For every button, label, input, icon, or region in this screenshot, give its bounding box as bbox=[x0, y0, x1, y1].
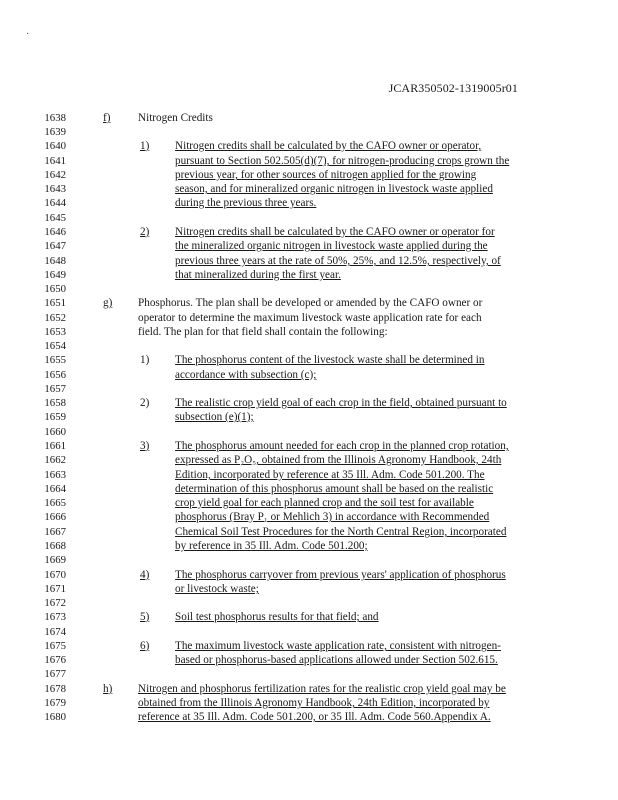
item-marker: 4) bbox=[140, 569, 150, 581]
line-number: 1656 bbox=[44, 369, 66, 381]
text-line: pursuant to Section 502.505(d)(7), for nitrogen-producing crops grown the bbox=[175, 155, 510, 167]
item-marker: 1) bbox=[140, 354, 150, 366]
line-number: 1675 bbox=[44, 640, 66, 652]
line-number: 1653 bbox=[44, 326, 66, 338]
line-number: 1648 bbox=[44, 255, 66, 267]
text-line: operator to determine the maximum livestock waste application rate for each bbox=[138, 312, 482, 324]
line-number: 1658 bbox=[44, 397, 66, 409]
text-line: expressed as P₂O₅, obtained from the Illinois Agronomy Handbook, 24th bbox=[175, 454, 502, 466]
corner-mark: · bbox=[26, 29, 30, 40]
text-line: The phosphorus amount needed for each crop in the planned crop rotation, bbox=[175, 440, 509, 452]
line-number: 1680 bbox=[44, 711, 66, 723]
line-number: 1676 bbox=[44, 654, 66, 666]
text-line: subsection (e)(1); bbox=[175, 411, 254, 423]
text-line: phosphorus (Bray P₁ or Mehlich 3) in accordance with Recommended bbox=[175, 511, 490, 523]
line-number: 1666 bbox=[44, 511, 66, 523]
text-line: Edition, incorporated by reference at 35 Ill. Adm. Code 501.200. The bbox=[175, 469, 485, 481]
line-number: 1664 bbox=[44, 483, 66, 495]
line-number: 1641 bbox=[44, 155, 66, 167]
line-number: 1669 bbox=[44, 554, 66, 566]
text-line: that mineralized during the first year. bbox=[175, 269, 341, 281]
line-number: 1662 bbox=[44, 454, 66, 466]
text-line: reference at 35 Ill. Adm. Code 501.200, or 35 Ill. Adm. Code 560.Appendix A. bbox=[138, 711, 491, 723]
line-number: 1650 bbox=[44, 283, 66, 295]
text-line: Soil test phosphorus results for that field; and bbox=[175, 611, 379, 623]
line-number: 1661 bbox=[44, 440, 66, 452]
text-line: field. The plan for that field shall contain the following: bbox=[138, 326, 388, 338]
text-line: Phosphorus. The plan shall be developed or amended by the CAFO owner or bbox=[138, 297, 483, 309]
text-line: or livestock waste; bbox=[175, 583, 259, 595]
text-line: Chemical Soil Test Procedures for the North Central Region, incorporated bbox=[175, 526, 507, 538]
line-number: 1644 bbox=[44, 197, 66, 209]
text-line: The maximum livestock waste application rate, consistent with nitrogen- bbox=[175, 640, 501, 652]
line-number: 1651 bbox=[44, 297, 66, 309]
line-number: 1678 bbox=[44, 683, 66, 695]
line-number: 1668 bbox=[44, 540, 66, 552]
line-number: 1671 bbox=[44, 583, 66, 595]
line-number: 1670 bbox=[44, 569, 66, 581]
item-marker: 2) bbox=[140, 397, 150, 409]
text-line: previous three years at the rate of 50%, 25%, and 12.5%, respectively, of bbox=[175, 255, 501, 267]
line-number: 1663 bbox=[44, 469, 66, 481]
line-number: 1659 bbox=[44, 411, 66, 423]
text-line: obtained from the Illinois Agronomy Handbook, 24th Edition, incorporated by bbox=[138, 697, 490, 709]
line-number: 1674 bbox=[44, 626, 66, 638]
line-number: 1655 bbox=[44, 354, 66, 366]
line-number: 1667 bbox=[44, 526, 66, 538]
line-number: 1640 bbox=[44, 140, 66, 152]
item-marker: 5) bbox=[140, 611, 150, 623]
text-line: by reference in 35 Ill. Adm. Code 501.200; bbox=[175, 540, 368, 552]
text-line: crop yield goal for each planned crop and the soil test for available bbox=[175, 497, 474, 509]
text-line: during the previous three years. bbox=[175, 197, 317, 209]
text-line: Nitrogen and phosphorus fertilization rates for the realistic crop yield goal may be bbox=[138, 683, 506, 695]
line-number: 1645 bbox=[44, 212, 66, 224]
line-number: 1679 bbox=[44, 697, 66, 709]
text-line: Nitrogen credits shall be calculated by the CAFO owner or operator for bbox=[175, 226, 495, 238]
text-line: previous year, for other sources of nitrogen applied for the growing bbox=[175, 169, 477, 181]
item-marker: 1) bbox=[140, 140, 150, 152]
line-number: 1652 bbox=[44, 312, 66, 324]
line-number: 1642 bbox=[44, 169, 66, 181]
line-number: 1660 bbox=[44, 426, 66, 438]
line-number: 1677 bbox=[44, 668, 66, 680]
line-number: 1654 bbox=[44, 340, 66, 352]
text-line: Nitrogen credits shall be calculated by the CAFO owner or operator, bbox=[175, 140, 482, 152]
section-marker: h) bbox=[103, 683, 113, 695]
text-line: The phosphorus carryover from previous years' application of phosphorus bbox=[175, 569, 506, 581]
text-line: The realistic crop yield goal of each crop in the field, obtained pursuant to bbox=[175, 397, 507, 409]
section-title: Nitrogen Credits bbox=[138, 112, 213, 124]
section-marker: f) bbox=[103, 112, 111, 124]
line-number: 1657 bbox=[44, 383, 66, 395]
line-number: 1673 bbox=[44, 611, 66, 623]
line-number: 1643 bbox=[44, 183, 66, 195]
section-marker: g) bbox=[103, 297, 113, 309]
line-number: 1672 bbox=[44, 597, 66, 609]
line-number: 1649 bbox=[44, 269, 66, 281]
item-marker: 3) bbox=[140, 440, 150, 452]
line-number: 1638 bbox=[44, 112, 66, 124]
line-number: 1665 bbox=[44, 497, 66, 509]
text-line: season, and for mineralized organic nitrogen in livestock waste applied bbox=[175, 183, 493, 195]
text-line: based or phosphorus-based applications allowed under Section 502.615. bbox=[175, 654, 498, 666]
line-number: 1639 bbox=[44, 126, 66, 138]
document-id: JCAR350502-1319005r01 bbox=[388, 81, 518, 95]
line-number: 1646 bbox=[44, 226, 66, 238]
line-number: 1647 bbox=[44, 240, 66, 252]
text-line: The phosphorus content of the livestock waste shall be determined in bbox=[175, 354, 485, 366]
item-marker: 6) bbox=[140, 640, 150, 652]
item-marker: 2) bbox=[140, 226, 150, 238]
text-line: the mineralized organic nitrogen in livestock waste applied during the bbox=[175, 240, 488, 252]
text-line: accordance with subsection (c); bbox=[175, 369, 317, 381]
text-line: determination of this phosphorus amount shall be based on the realistic bbox=[175, 483, 494, 495]
